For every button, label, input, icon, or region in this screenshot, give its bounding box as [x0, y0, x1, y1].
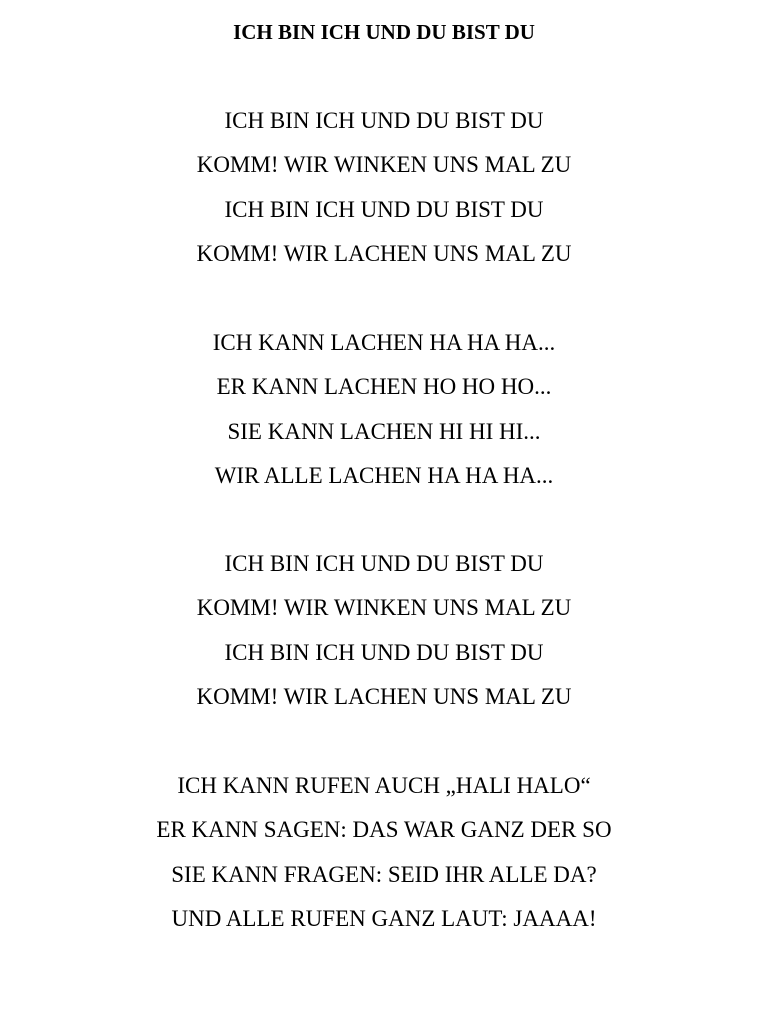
- song-title: ICH BIN ICH UND DU BIST DU: [233, 20, 535, 44]
- stanza-4: [0, 764, 768, 941]
- stanza-3: [0, 542, 768, 719]
- verse-line: SIE KANN LACHEN HI HI HI...: [227, 418, 541, 444]
- verse-line: WIR ALLE LACHEN HA HA HA...: [214, 462, 554, 488]
- verse-line: ICH KANN RUFEN AUCH „HALI HALO“: [177, 773, 591, 798]
- verse-line: SIE KANN FRAGEN: SEID IHR ALLE DA?: [171, 861, 597, 887]
- verse-line: ER KANN SAGEN: DAS WAR GANZ DER SO: [156, 817, 612, 843]
- verse-line: ICH BIN ICH UND DU BIST DU: [224, 639, 544, 665]
- stanza-2: [0, 321, 768, 498]
- verse-line: ICH BIN ICH UND DU BIST DU: [224, 196, 544, 222]
- verse-line: ICH KANN LACHEN HA HA HA...: [212, 330, 556, 355]
- verse-line: ICH BIN ICH UND DU BIST DU: [224, 108, 544, 133]
- verse-line: ICH BIN ICH UND DU BIST DU: [224, 551, 544, 576]
- verse-line: KOMM! WIR WINKEN UNS MAL ZU: [196, 152, 572, 178]
- verse-line: KOMM! WIR LACHEN UNS MAL ZU: [196, 240, 572, 266]
- verse-line: UND ALLE RUFEN GANZ LAUT: JAAAA!: [171, 905, 597, 931]
- stanza-1: [0, 99, 768, 276]
- verse-line: KOMM! WIR WINKEN UNS MAL ZU: [196, 595, 572, 621]
- verse-line: ER KANN LACHEN HO HO HO...: [216, 374, 552, 400]
- verse-line: KOMM! WIR LACHEN UNS MAL ZU: [196, 683, 572, 709]
